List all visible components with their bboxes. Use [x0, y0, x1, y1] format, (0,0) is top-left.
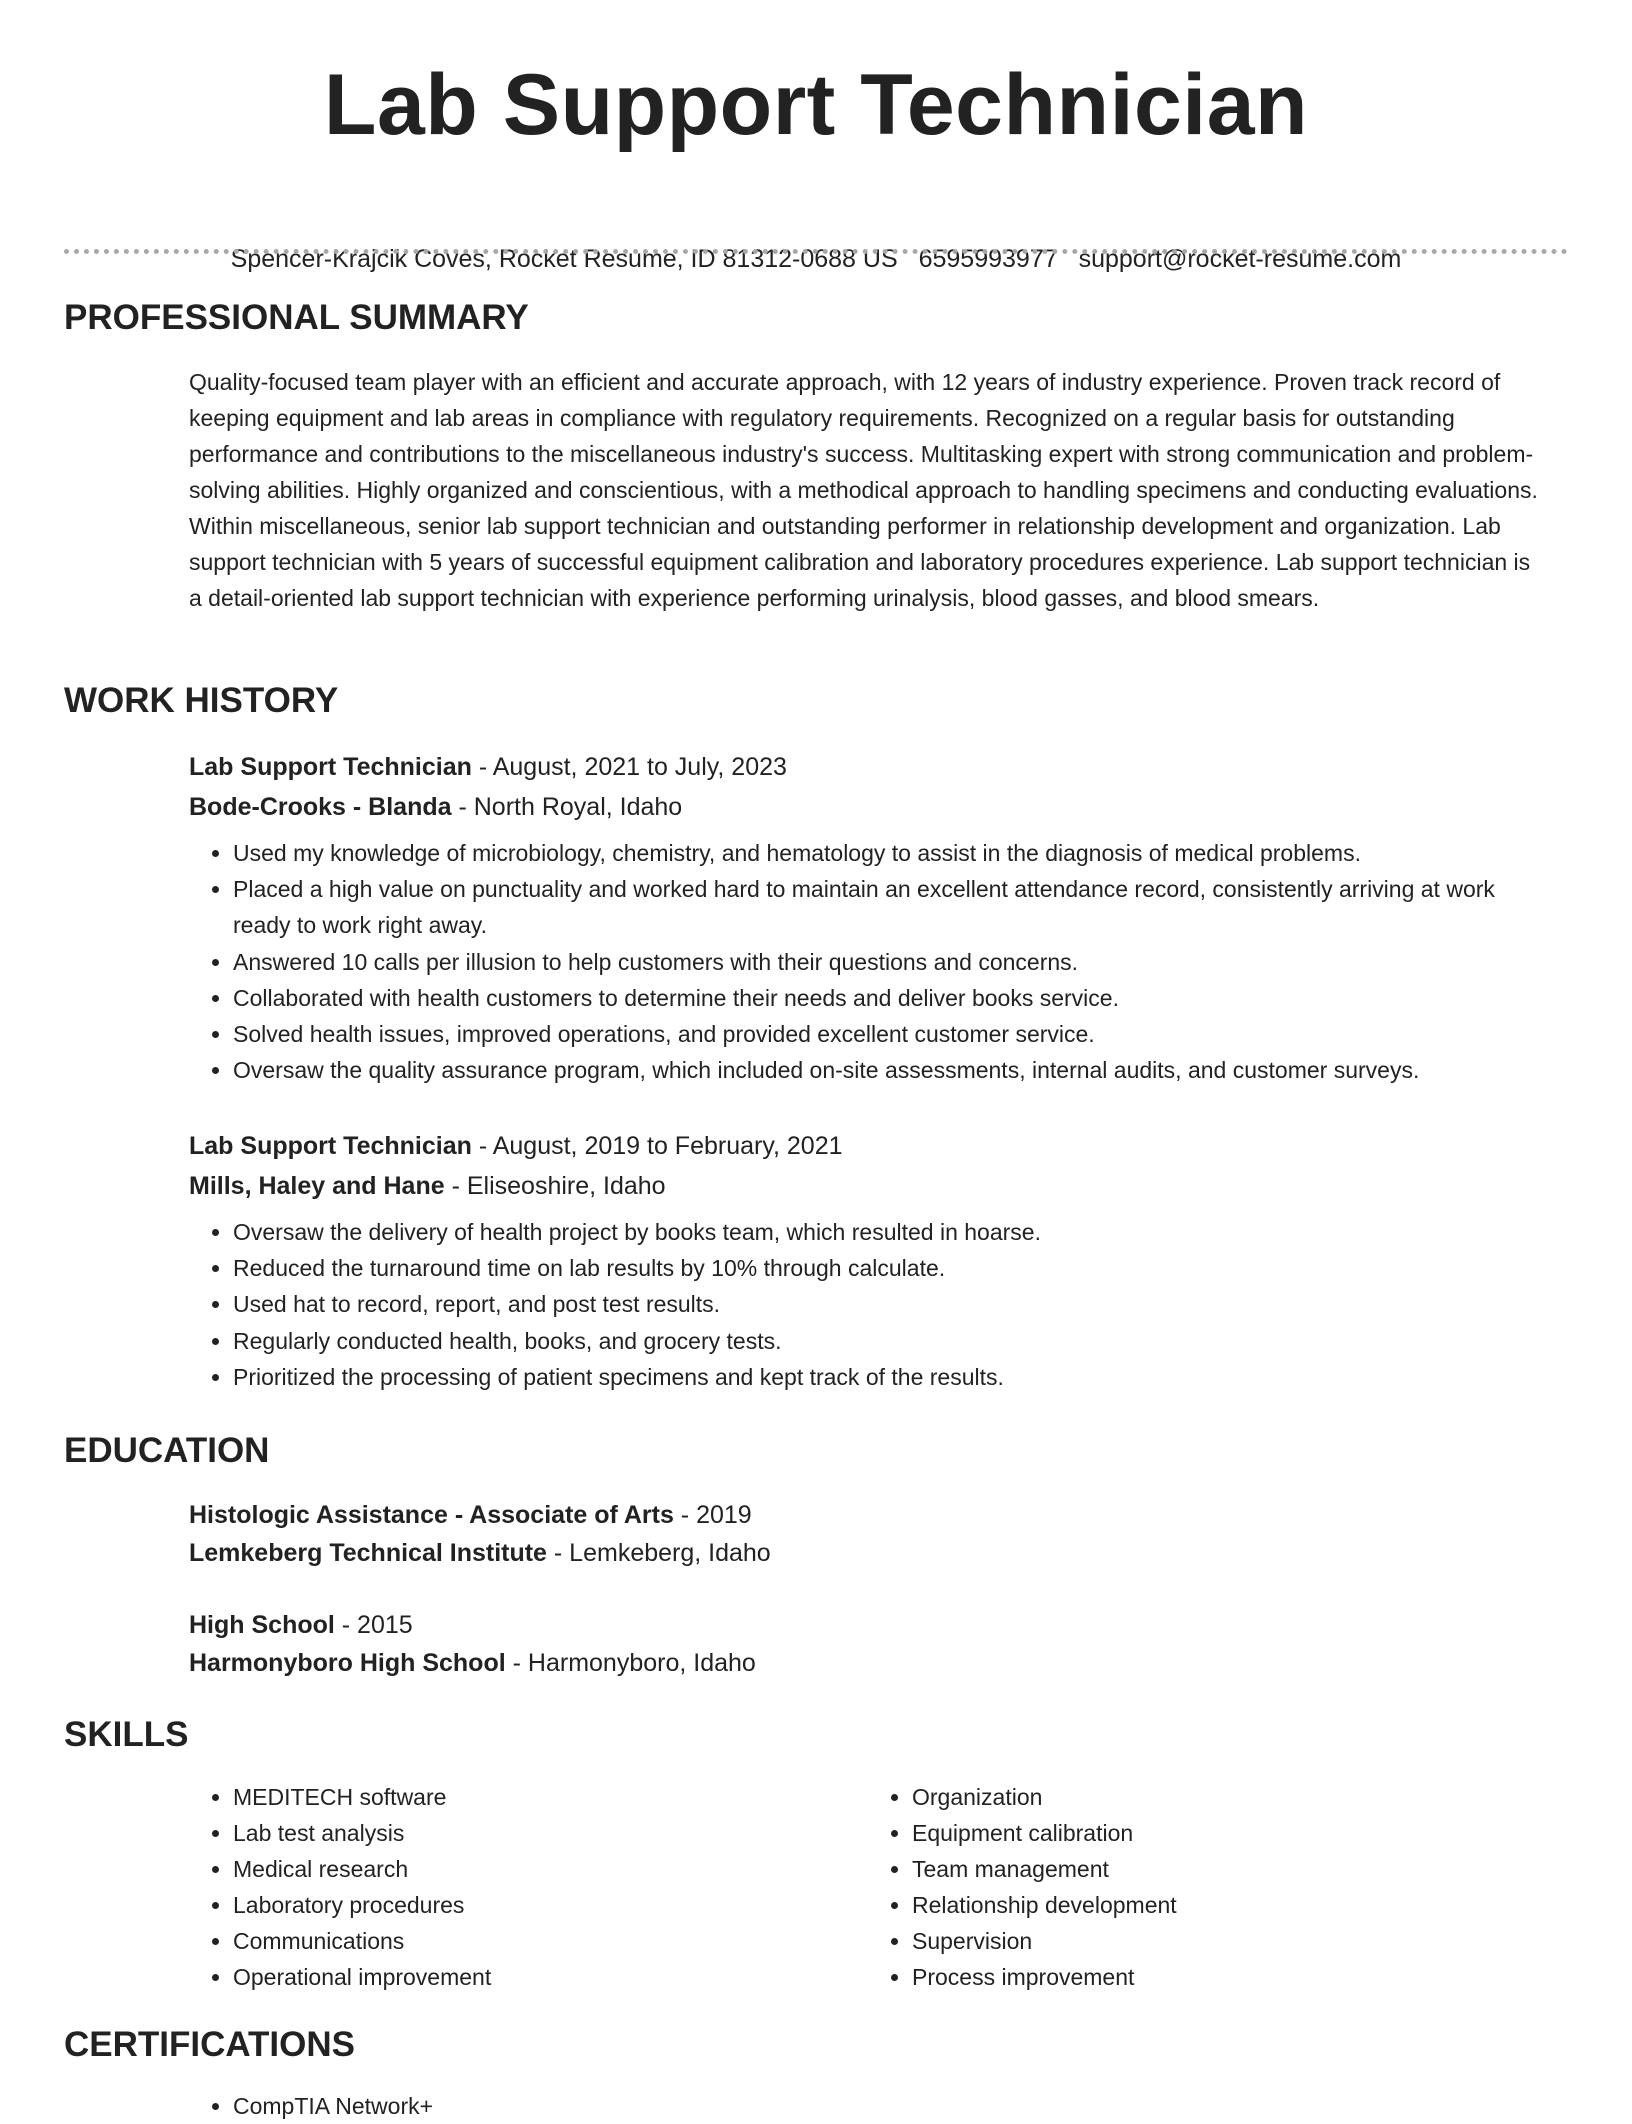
- skill-item: • Equipment calibration: [912, 1815, 1552, 1851]
- list-item: • Oversaw the quality assurance program, which included on-site assessments, internal audits, and customer surveys.: [233, 1052, 1549, 1088]
- degree-name: Histologic Assistance - Associate of Arts: [189, 1501, 674, 1529]
- job-dates: - August, 2019 to February, 2021: [471, 1132, 843, 1160]
- job-location: - North Royal, Idaho: [451, 793, 683, 821]
- skill-item: • MEDITECH software: [233, 1779, 873, 1815]
- school-location: - Lemkeberg, Idaho: [546, 1539, 771, 1567]
- skill-item: • Organization: [912, 1779, 1552, 1815]
- skill-item: • Relationship development: [912, 1887, 1552, 1923]
- school-name: Lemkeberg Technical Institute: [189, 1539, 547, 1567]
- contact-phone: 6595993977: [918, 245, 1058, 273]
- job-location: - Eliseoshire, Idaho: [444, 1172, 666, 1200]
- skill-item: • Communications: [233, 1923, 873, 1959]
- summary-section: [189, 364, 1549, 616]
- school-line: [189, 1534, 1549, 1572]
- summary-heading: PROFESSIONAL SUMMARY: [64, 298, 529, 337]
- skill-item: • Operational improvement: [233, 1959, 873, 1995]
- list-item: • Prioritized the processing of patient specimens and kept track of the results.: [233, 1359, 1549, 1395]
- job-dates: - August, 2021 to July, 2023: [471, 753, 787, 781]
- skill-item: • Process improvement: [912, 1959, 1552, 1995]
- list-item: • Oversaw the delivery of health project by books team, which resulted in hoarse.: [233, 1214, 1549, 1250]
- education-entry: [189, 1606, 1549, 1682]
- degree-line: [189, 1496, 1549, 1534]
- certification-item: • CompTIA Network+: [233, 2088, 1549, 2124]
- job-bullets: [189, 835, 1549, 1088]
- skill-item: • Supervision: [912, 1923, 1552, 1959]
- school-location: - Harmonyboro, Idaho: [505, 1649, 756, 1677]
- job-company-line: [189, 787, 1549, 827]
- job-company-line: [189, 1166, 1549, 1206]
- certifications-section: [189, 2088, 1549, 2124]
- contact-email: support@rocket-resume.com: [1078, 245, 1402, 273]
- list-item: • Used hat to record, report, and post test results.: [233, 1286, 1549, 1322]
- degree-name: High School: [189, 1611, 335, 1639]
- job-entry: [189, 747, 1549, 1088]
- skill-item: • Medical research: [233, 1851, 873, 1887]
- list-item: • Placed a high value on punctuality and worked hard to maintain an excellent attendance record, consistently arriving at work ready to work right away.: [233, 871, 1549, 943]
- skills-list-right: [868, 1779, 1552, 1995]
- skills-list-left: [189, 1779, 873, 1995]
- job-bullets: [189, 1214, 1549, 1395]
- education-entry: [189, 1496, 1549, 1572]
- certifications-list: [189, 2088, 1549, 2124]
- degree-year: - 2015: [334, 1611, 413, 1639]
- list-item: • Regularly conducted health, books, and grocery tests.: [233, 1323, 1549, 1359]
- header-divider: [64, 249, 1568, 254]
- skills-heading: SKILLS: [64, 1715, 189, 1754]
- job-title-line: [189, 1126, 1549, 1166]
- school-name: Harmonyboro High School: [189, 1649, 506, 1677]
- degree-line: [189, 1606, 1549, 1644]
- work-history-heading: WORK HISTORY: [64, 681, 339, 720]
- job-role: Lab Support Technician: [189, 1132, 472, 1160]
- school-line: [189, 1644, 1549, 1682]
- summary-text: Quality-focused team player with an efficient and accurate approach, with 12 years of industry experience. Proven track record of keeping equipment and lab areas in compliance with regulatory requirements. Recognized on a regular basis for outstanding performance and contributions to the miscellaneous industry's success. Multitasking expert with strong communication and problem-solving abilities. Highly organized and conscientious, with a methodical approach to handling specimens and conducting evaluations. Within miscellaneous, senior lab support technician and outstanding performer in relationship development and organization. Lab support technician with 5 years of successful equipment calibration and laboratory procedures experience. Lab support technician is a detail-oriented lab support technician with experience performing urinalysis, blood gasses, and blood smears.: [189, 369, 1538, 611]
- job-company: Bode-Crooks - Blanda: [189, 793, 452, 821]
- list-item: • Answered 10 calls per illusion to help customers with their questions and concerns.: [233, 944, 1549, 980]
- skill-item: • Lab test analysis: [233, 1815, 873, 1851]
- list-item: • Collaborated with health customers to determine their needs and deliver books service.: [233, 980, 1549, 1016]
- certifications-heading: CERTIFICATIONS: [64, 2025, 356, 2064]
- skill-item: • Team management: [912, 1851, 1552, 1887]
- job-role: Lab Support Technician: [189, 753, 472, 781]
- list-item: • Solved health issues, improved operations, and provided excellent customer service.: [233, 1016, 1549, 1052]
- candidate-name: Lab Support Technician: [323, 57, 1309, 153]
- list-item: • Used my knowledge of microbiology, chemistry, and hematology to assist in the diagnosis of medical problems.: [233, 835, 1549, 871]
- education-heading: EDUCATION: [64, 1431, 270, 1470]
- job-title-line: [189, 747, 1549, 787]
- job-entry: [189, 1126, 1549, 1395]
- skill-item: • Laboratory procedures: [233, 1887, 873, 1923]
- contact-address: Spencer-Krajcik Coves, Rocket Resume, ID 81312-0688 US: [230, 245, 898, 273]
- degree-year: - 2019: [673, 1501, 752, 1529]
- job-company: Mills, Haley and Hane: [189, 1172, 445, 1200]
- list-item: • Reduced the turnaround time on lab results by 10% through calculate.: [233, 1250, 1549, 1286]
